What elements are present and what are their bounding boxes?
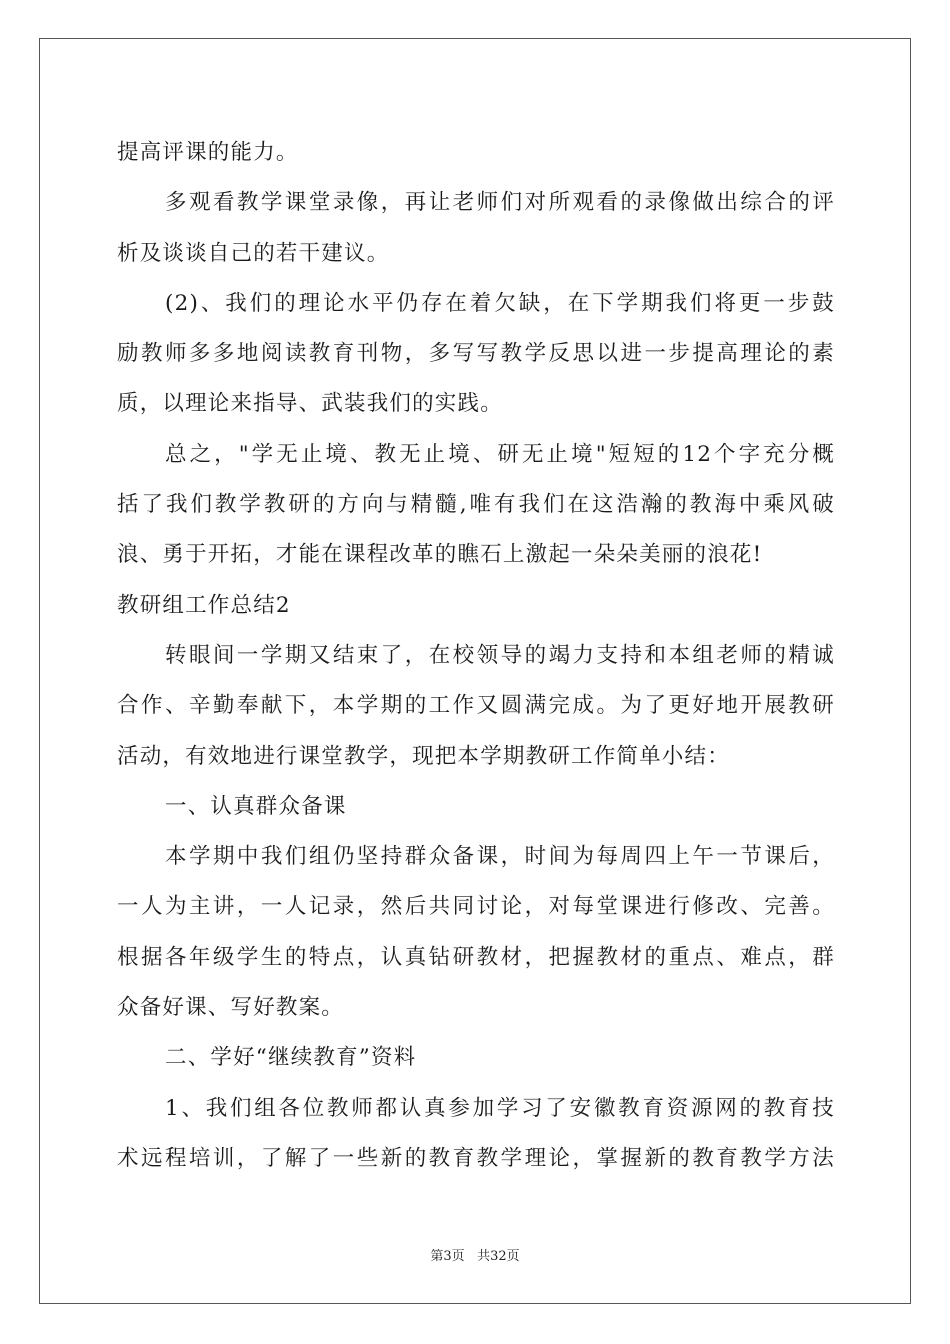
section-heading: 教研组工作总结2 <box>117 592 291 618</box>
page-number: 第3页 <box>430 1249 465 1264</box>
text-line: 括了我们教学教研的方向与精髓,唯有我们在这浩瀚的教海中乘风破 <box>117 492 835 518</box>
paragraph-start-line: 本学期中我们组仍坚持群众备课，时间为每周四上午一节课后， <box>165 844 835 870</box>
text-line: 术远程培训，了解了一些新的教育教学理论，掌握新的教育教学方法 <box>117 1145 835 1171</box>
text-line: 提高评课的能力。 <box>117 140 299 165</box>
text-line: 浪、勇于开拓，才能在课程改革的瞧石上激起一朵朵美丽的浪花! <box>117 542 763 568</box>
page-footer <box>0 1245 950 1264</box>
paragraph-start-line: 转眼间一学期又结束了，在校领导的竭力支持和本组老师的精诚 <box>165 642 835 668</box>
text-line: 励教师多多地阅读教育刊物，多写写教学反思以进一步提高理论的素 <box>117 341 835 367</box>
text-line: 根据各年级学生的特点，认真钻研教材，把握教材的重点、难点，群 <box>117 944 835 970</box>
paragraph-start-line: 多观看教学课堂录像，再让老师们对所观看的录像做出综合的评 <box>165 190 835 216</box>
text-line: 一人为主讲，一人记录，然后共同讨论，对每堂课进行修改、完善。 <box>117 894 835 920</box>
text-line: 活动，有效地进行课堂教学，现把本学期教研工作简单小结： <box>117 743 730 769</box>
paragraph-start-line: 1、我们组各位教师都认真参加学习了安徽教育资源网的教育技 <box>165 1095 835 1121</box>
text-line: 合作、辛勤奉献下，本学期的工作又圆满完成。为了更好地开展教研 <box>117 693 835 719</box>
document-body <box>117 128 835 1184</box>
subsection-heading: 一、认真群众备课 <box>165 793 347 819</box>
text-line: 质，以理论来指导、武装我们的实践。 <box>117 391 503 417</box>
text-line: 析及谈谈自己的若干建议。 <box>117 240 390 266</box>
subsection-heading: 二、学好“继续教育”资料 <box>165 1045 417 1071</box>
text-line: 众备好课、写好教案。 <box>117 995 345 1021</box>
paragraph-start-line: 总之，"学无止境、教无止境、研无止境"短短的12个字充分概 <box>165 441 835 467</box>
page-total: 共32页 <box>477 1249 520 1264</box>
paragraph-start-line: (2)、我们的理论水平仍存在着欠缺，在下学期我们将更一步鼓 <box>165 290 835 316</box>
